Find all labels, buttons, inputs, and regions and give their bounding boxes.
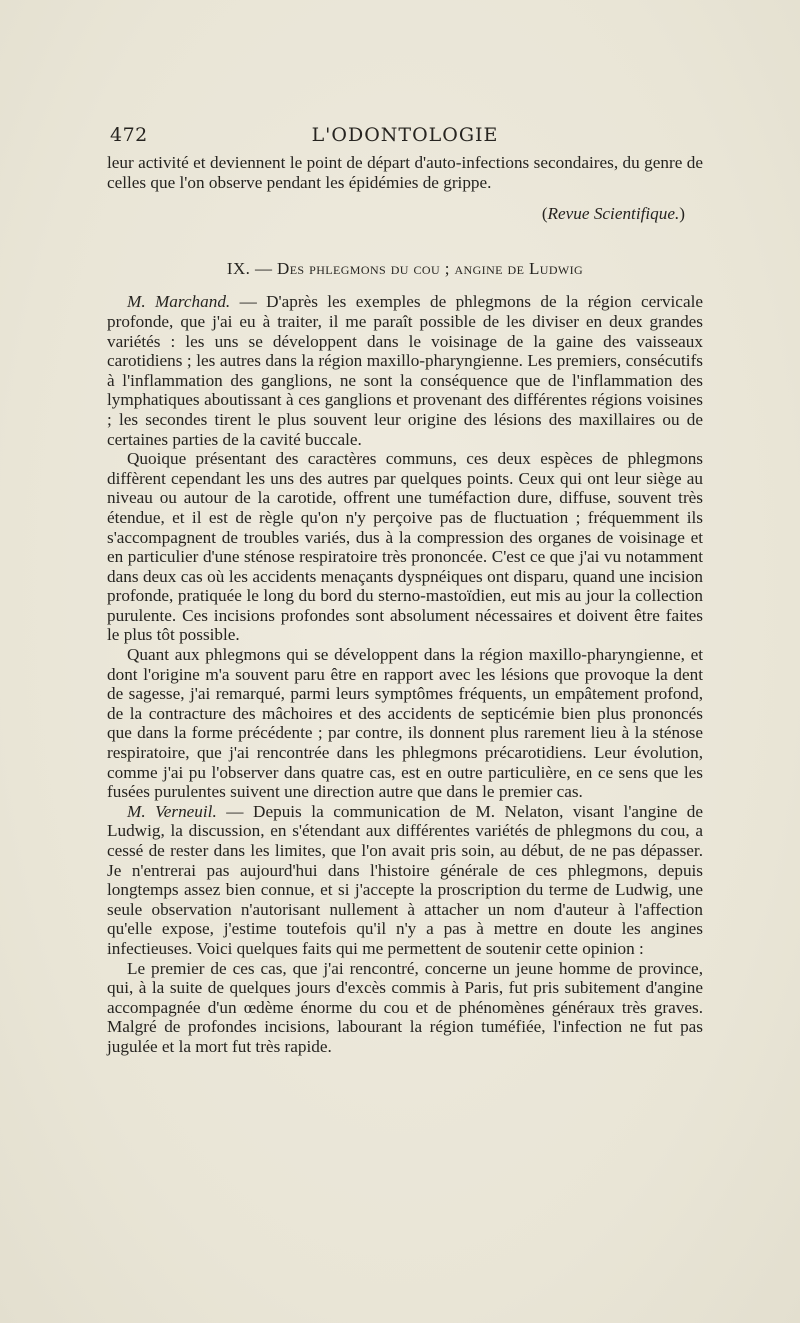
paragraph-maxillo-pharyngeal: [107, 645, 703, 802]
page-number: 472: [110, 124, 148, 146]
source-title: Revue Scientifique.: [547, 204, 680, 224]
paragraph-carotid: [107, 449, 703, 645]
continuation-paragraph: leur activité et deviennent le point de départ d'auto-infections secondaires, du genre de celles que l'on observe pendant les épidémies de grippe.: [107, 153, 703, 192]
section-number: IX. —: [226, 258, 273, 278]
page-body: [107, 153, 703, 1057]
paragraph-marchand: [107, 292, 703, 449]
paragraph-text: Le premier de ces cas, que j'ai rencontré, concerne un jeune homme de province, qui, à la suite de quelques jours d'excès commis à Paris, fut pris subitement d'angine accompagnée d'un œdème énorme du cou et de phénomènes généraux très graves. Malgré de profondes incisions, labourant la région tuméfiée, l'infection ne fut pas jugulée et la mort fut très rapide.: [107, 958, 703, 1056]
paragraph-verneuil: [107, 802, 703, 959]
paragraph-text: Quant aux phlegmons qui se développent dans la région maxillo-pharyngienne, et dont l'origine m'a souvent paru être en rapport avec les lésions que provoque la dent de sagesse, j'ai remarqué, parmi leurs symptômes fréquents, un empâtement profond, de la contracture des mâchoires et des accidents de septicémie bien plus prononcés que dans la forme précédente ; par contre, ils donnent plus rarement lieu à la sténose respiratoire, que j'ai rencontrée dans les phlegmons précarotidiens. Leur évolution, comme j'ai pu l'observer dans quatre cas, est en outre particulière, en ce sens que les fusées purulentes suivent une direction autre que dans le premier cas.: [107, 645, 703, 802]
section-title: Des phlegmons du cou ; angine de Ludwig: [277, 258, 584, 278]
speaker-name: M. Marchand.: [127, 292, 231, 312]
paragraph-text: Quoique présentant des caractères communs, ces deux espèces de phlegmons diffèrent cependant les uns des autres par quelques points. Ceux qui ont leur siège au niveau ou autour de la carotide, offrent une tuméfaction dure, diffuse, souvent très étendue, et il est de règle qu'on n'y perçoive pas de fluctuation ; fréquemment ils s'accompagnent de troubles variés, dus à la compression des organes de voisinage et en particulier d'une sténose respiratoire très prononcée. C'est ce que j'ai vu notamment dans deux cas où les accidents menaçants dyspnéiques ont disparu, quand une incision profonde, pratiquée le long du bord du sterno-mastoïdien, eut mis au jour la collection purulente. Ces incisions profondes sont absolument nécessaires et doivent être faites le plus tôt possible.: [107, 449, 703, 645]
speaker-name: M. Verneuil.: [127, 801, 217, 821]
paragraph-text: — D'après les exemples de phlegmons de la région cervicale profonde, que j'ai eu à traiter, il me paraît possible de les diviser en deux grandes variétés : les uns se développent dans le voisinage de la gaine des vaisseaux carotidiens ; les autres dans la région maxillo-pharyngienne. Les premiers, consécutifs à l'inflammation des ganglions, ne sont la conséquence que de l'inflammation des lymphatiques aboutissant à ces ganglions et provenant des différentes régions voisines ; les secondes tirent le plus souvent leur origine des lésions des maxillaires ou de certaines parties de la cavité buccale.: [107, 292, 703, 449]
section-heading: [107, 259, 703, 279]
running-title: L'ODONTOLOGIE: [311, 124, 499, 146]
paragraph-text: — Depuis la communication de M. Nelaton, visant l'angine de Ludwig, la discussion, en s'étendant aux différentes variétés de phlegmons du cou, a cessé de rester dans les limites, que l'on avait pris soin, au début, de ne pas dépasser. Je n'entrerai pas aujourd'hui dans l'histoire générale de ces phlegmons, depuis longtemps assez bien connue, et si j'accepte la proscription du terme de Ludwig, une seule observation n'autorisant nullement à attacher un nom d'auteur à l'affection qu'elle expose, j'estime toutefois qu'il n'y a pas à mettre en doute les angines infectieuses. Voici quelques faits qui me permettent de soutenir cette opinion :: [107, 801, 704, 958]
source-citation: (Revue Scientifique.): [541, 204, 685, 224]
page-header: [110, 124, 700, 148]
paragraph-first-case: [107, 959, 703, 1057]
